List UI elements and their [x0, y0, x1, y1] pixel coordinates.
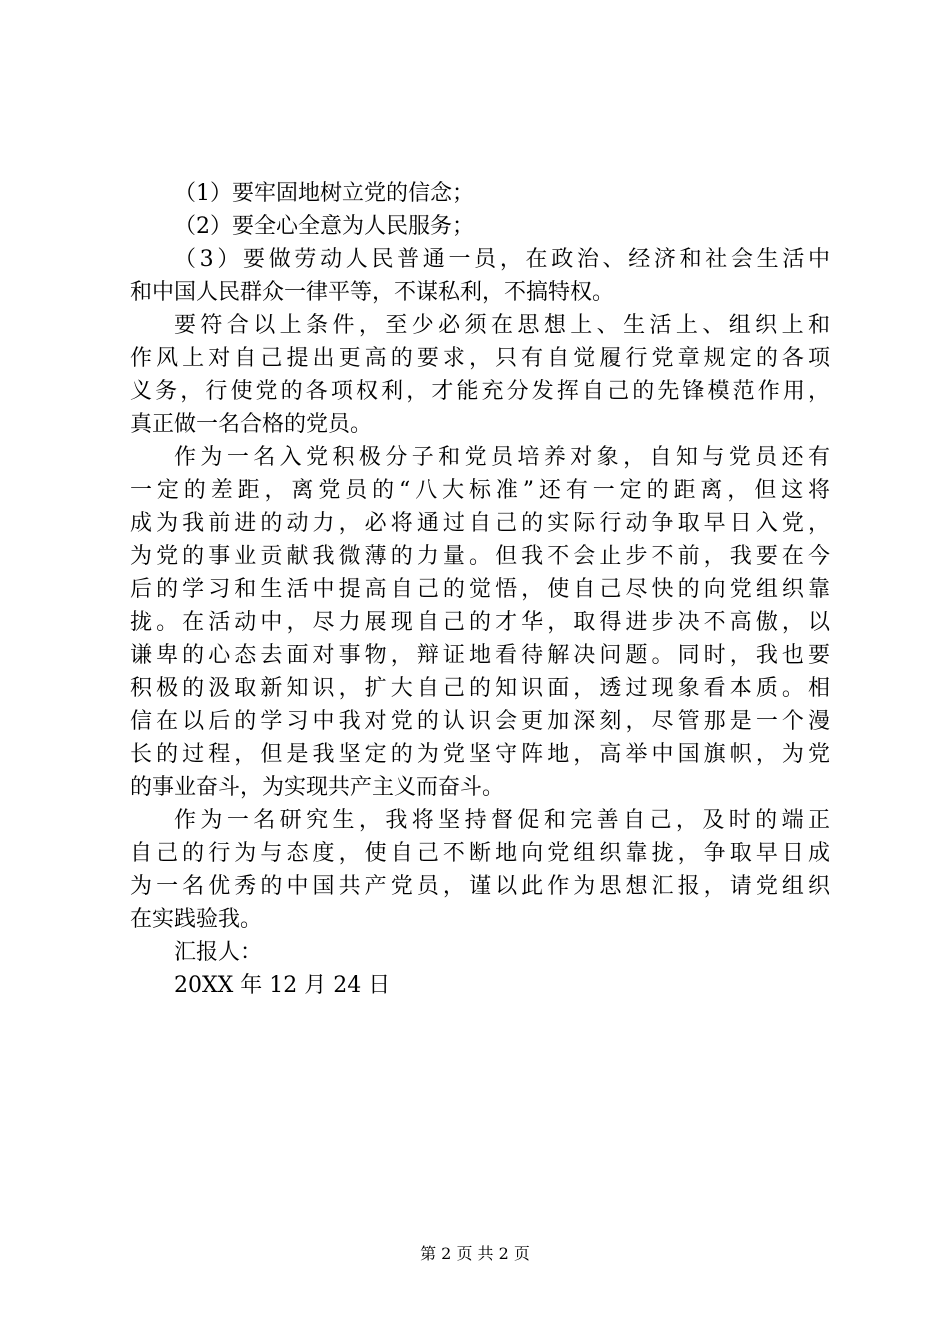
paragraph-line: 长的过程，但是我坚定的为党坚守阵地，高举中国旗帜，为党 [130, 742, 830, 767]
list-item-1: （1）要牢固地树立党的信念； [174, 181, 474, 206]
paragraph-line: 为党的事业贡献我微薄的力量。但我不会止步不前，我要在今 [130, 544, 830, 569]
paragraph-line: 积极的汲取新知识，扩大自己的知识面，透过现象看本质。相 [130, 676, 830, 701]
paragraph-line: 作为一名入党积极分子和党员培养对象，自知与党员还有 [174, 445, 830, 470]
reporter-label: 汇报人： [174, 940, 263, 965]
paragraph-line: 真正做一名合格的党员。 [130, 412, 373, 437]
paragraph-line: 在实践验我。 [130, 907, 263, 932]
paragraph-line: 作风上对自己提出更高的要求，只有自觉履行党章规定的各项 [130, 346, 830, 371]
paragraph-line: 义务，行使党的各项权利，才能充分发挥自己的先锋模范作用， [130, 379, 830, 404]
paragraph-line: 作为一名研究生，我将坚持督促和完善自己，及时的端正 [174, 808, 830, 833]
list-item-2: （2）要全心全意为人民服务； [174, 214, 474, 239]
paragraph-line: 成为我前进的动力，必将通过自己的实际行动争取早日入党， [130, 511, 830, 536]
paragraph-line: 拢。在活动中，尽力展现自己的才华，取得进步决不高傲，以 [130, 610, 830, 635]
list-item-3: （3）要做劳动人民普通一员，在政治、经济和社会生活中 [174, 247, 830, 272]
page-number-footer: 第 2 页 共 2 页 [420, 1244, 530, 1263]
paragraph-line: 的事业奋斗，为实现共产主义而奋斗。 [130, 775, 505, 800]
paragraph-line: 为一名优秀的中国共产党员，谨以此作为思想汇报，请党组织 [130, 874, 830, 899]
report-date: 20XX 年 12 月 24 日 [174, 973, 391, 998]
paragraph-line: 要符合以上条件，至少必须在思想上、生活上、组织上和 [174, 313, 830, 338]
list-item-3-cont: 和中国人民群众一律平等，不谋私利，不搞特权。 [130, 280, 615, 305]
paragraph-line: 信在以后的学习中我对党的认识会更加深刻，尽管那是一个漫 [130, 709, 830, 734]
paragraph-line: 谦卑的心态去面对事物，辩证地看待解决问题。同时，我也要 [130, 643, 830, 668]
paragraph-line: 自己的行为与态度，使自己不断地向党组织靠拢，争取早日成 [130, 841, 830, 866]
paragraph-line: 后的学习和生活中提高自己的觉悟，使自己尽快的向党组织靠 [130, 577, 830, 602]
paragraph-line: 一定的差距，离党员的“八大标准”还有一定的距离，但这将 [130, 478, 830, 503]
